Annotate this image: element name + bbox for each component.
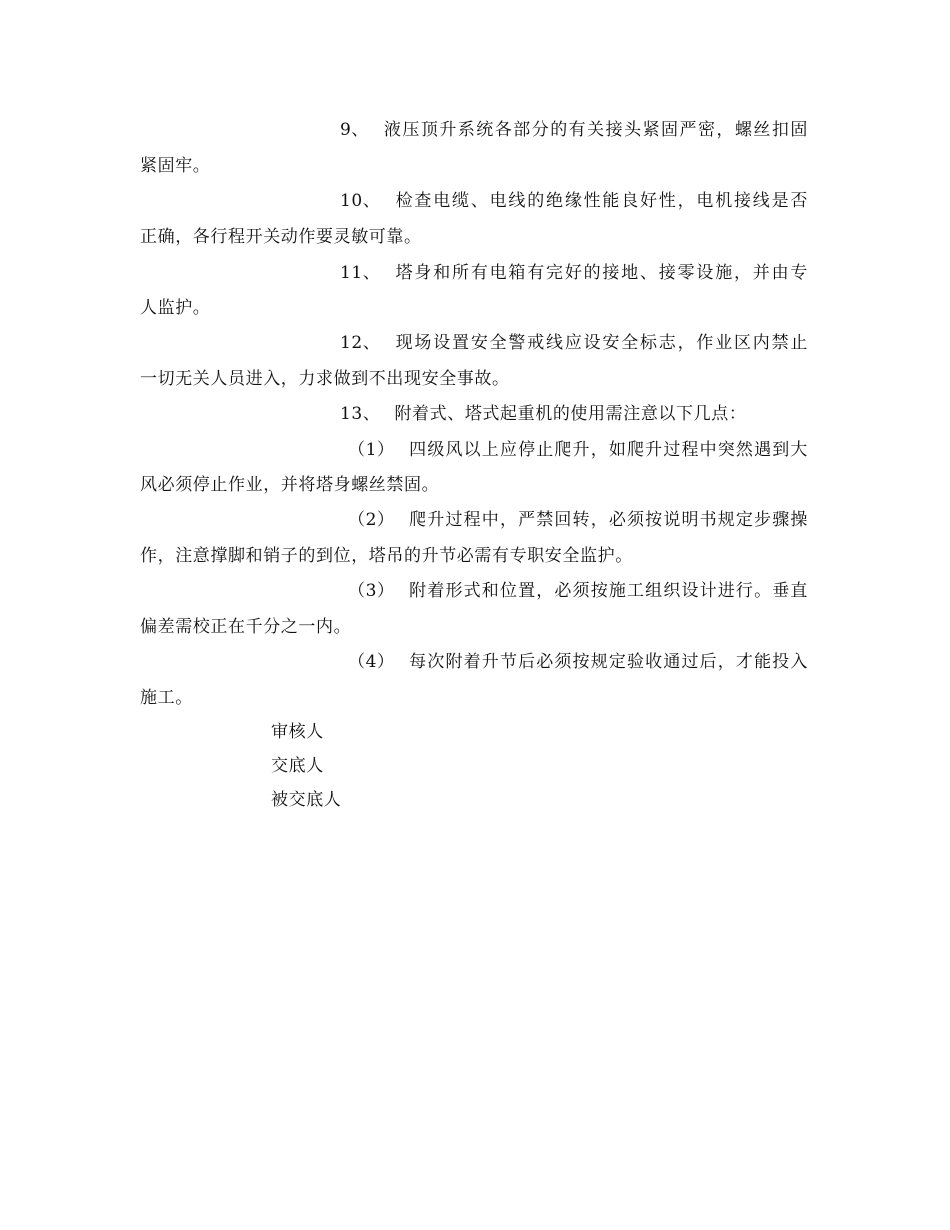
subitem-1-continuation: 风必须停止作业，并将塔身螺丝禁固。 xyxy=(140,475,440,495)
subitem-text: 四级风以上应停止爬升，如爬升过程中突然遇到大 xyxy=(408,440,808,460)
item-10-continuation: 正确，各行程开关动作要灵敏可靠。 xyxy=(140,227,422,247)
subitem-3-first-line xyxy=(348,579,808,603)
recipient-label: 被交底人 xyxy=(271,790,342,810)
item-number: 12、 xyxy=(340,333,381,353)
item-12-first-line xyxy=(340,331,808,355)
subitem-number: （3） xyxy=(348,581,395,601)
item-text: 检查电缆、电线的绝缘性能良好性，电机接线是否 xyxy=(394,191,808,211)
subitem-1-first-line xyxy=(348,438,808,462)
item-9-first-line xyxy=(340,118,808,142)
subitem-number: （2） xyxy=(348,510,395,530)
item-text: 液压顶升系统各部分的有关接头紧固严密，螺丝扣固 xyxy=(383,120,808,140)
subitem-text: 每次附着升节后必须按规定验收通过后，才能投入 xyxy=(408,652,808,672)
subitem-text: 附着形式和位置，必须按施工组织设计进行。垂直 xyxy=(408,581,808,601)
subitem-number: （4） xyxy=(348,652,395,672)
item-text: 附着式、塔式起重机的使用需注意以下几点： xyxy=(394,404,747,424)
item-number: 11、 xyxy=(340,263,381,283)
presenter-label: 交底人 xyxy=(271,756,324,776)
item-number: 9、 xyxy=(340,120,370,140)
subitem-3-continuation: 偏差需校正在千分之一内。 xyxy=(140,617,352,637)
subitem-text: 爬升过程中，严禁回转，必须按说明书规定步骤操 xyxy=(408,510,808,530)
subitem-2-continuation: 作，注意撑脚和销子的到位，塔吊的升节必需有专职安全监护。 xyxy=(140,546,633,566)
item-10-first-line xyxy=(340,189,808,213)
item-number: 10、 xyxy=(340,191,381,211)
item-12-continuation: 一切无关人员进入，力求做到不出现安全事故。 xyxy=(140,369,510,389)
item-text: 塔身和所有电箱有完好的接地、接零设施，并由专 xyxy=(394,263,808,283)
subitem-2-first-line xyxy=(348,508,808,532)
subitem-4-continuation: 施工。 xyxy=(140,688,193,708)
item-number: 13、 xyxy=(340,404,381,424)
subitem-number: （1） xyxy=(348,440,395,460)
item-9-continuation: 紧固牢。 xyxy=(140,156,211,176)
reviewer-label: 审核人 xyxy=(271,722,324,742)
item-13-first-line xyxy=(340,402,746,426)
subitem-4-first-line xyxy=(348,650,808,674)
item-11-first-line xyxy=(340,261,808,285)
item-11-continuation: 人监护。 xyxy=(140,298,211,318)
item-text: 现场设置安全警戒线应设安全标志，作业区内禁止 xyxy=(394,333,808,353)
